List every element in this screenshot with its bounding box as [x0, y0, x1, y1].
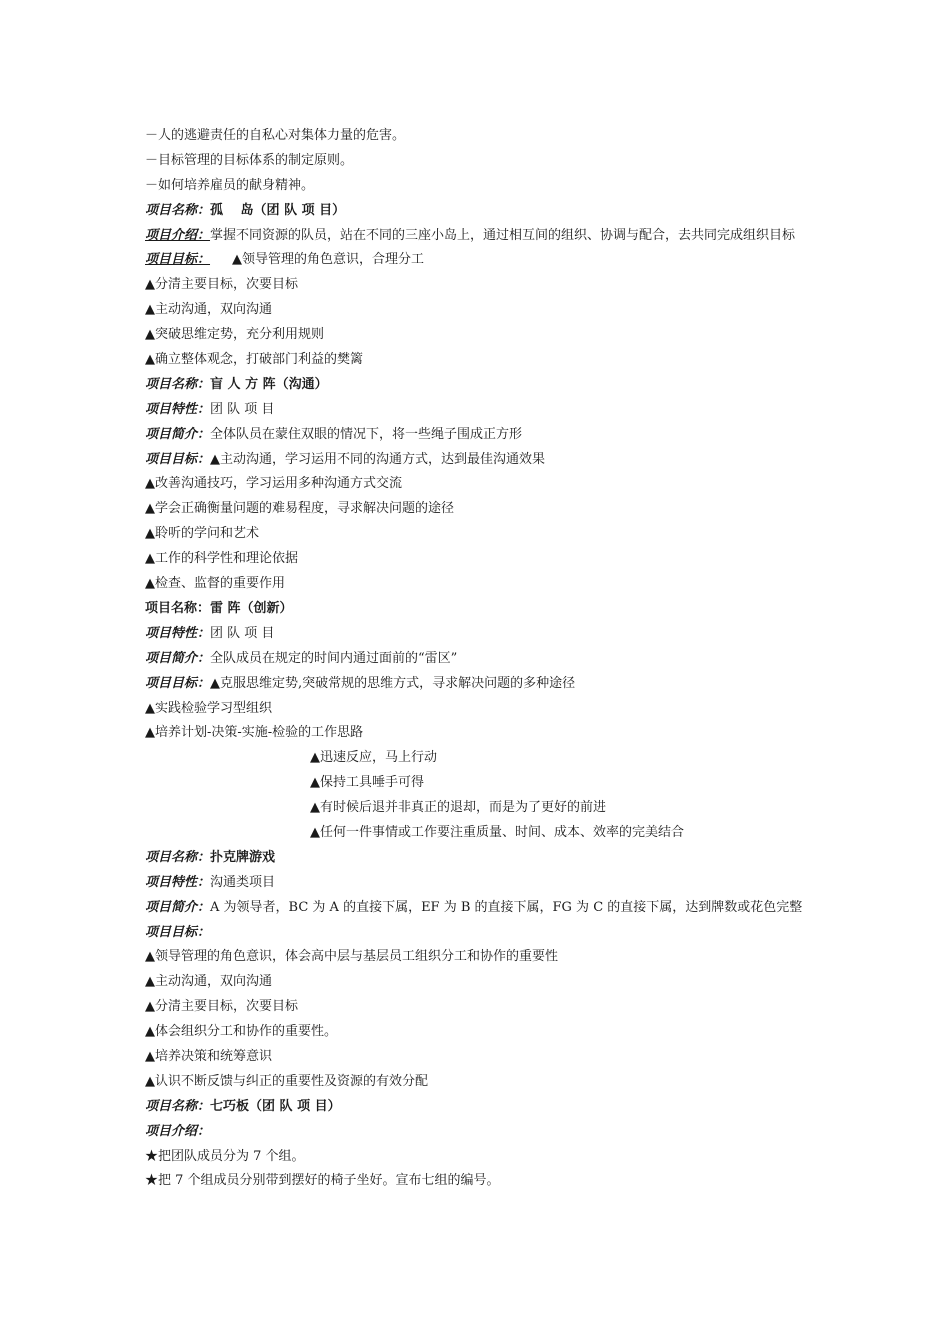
- project-type-line: [145, 398, 825, 423]
- goal-item: ▲改善沟通技巧，学习运用多种沟通方式交流: [145, 476, 402, 492]
- step-item: ★把 7 个组成员分别带到摆好的椅子坐好。宣布七组的编号。: [145, 1173, 500, 1189]
- project-name-line: [145, 373, 825, 398]
- project-name-line: [145, 1095, 825, 1120]
- project-name-line: [145, 199, 825, 224]
- goal-item: ▲认识不断反馈与纠正的重要性及资源的有效分配: [145, 1073, 428, 1089]
- label: 项目介绍：: [145, 227, 211, 243]
- goal-item: ▲培养计划-决策-实施-检验的工作思路: [145, 725, 364, 741]
- label: 项目特性：: [145, 874, 211, 890]
- project-goal-line: [145, 248, 825, 273]
- label: 项目介绍：: [145, 1123, 211, 1139]
- project-name-line: [145, 597, 825, 622]
- label: 项目名称：: [145, 202, 211, 218]
- goal-item: ▲工作的科学性和理论依据: [145, 551, 298, 567]
- intro-text: 全体队员在蒙住双眼的情况下，将一些绳子围成正方形: [210, 426, 523, 442]
- project-goal-line: [145, 921, 825, 946]
- goal-item: ▲主动沟通，双向沟通: [145, 302, 272, 318]
- project-goal-line: [145, 448, 825, 473]
- goal-item-indented: ▲迅速反应，马上行动: [310, 750, 437, 766]
- goal-item: ▲体会组织分工和协作的重要性。: [145, 1024, 337, 1040]
- type-value: 团 队 项 目: [210, 625, 275, 641]
- label: 项目特性：: [145, 401, 211, 417]
- project-intro-line: [145, 896, 825, 921]
- text-line: －如何培养雇员的献身精神。: [145, 177, 315, 193]
- label: 项目简介：: [145, 650, 211, 666]
- label: 项目目标：: [145, 451, 211, 467]
- goal-item: ▲确立整体观念，打破部门利益的樊篱: [145, 352, 363, 368]
- goal-item: ▲分清主要目标，次要目标: [145, 999, 298, 1015]
- goal-item-indented: ▲有时候后退并非真正的退却，而是为了更好的前进: [310, 800, 606, 816]
- project-name: 盲 人 方 阵（沟通）: [210, 376, 328, 392]
- label: 项目名称：: [145, 849, 211, 865]
- label: 项目名称：: [145, 376, 211, 392]
- goal-item: ▲领导管理的角色意识，合理分工: [232, 252, 425, 268]
- project-name: 扑克牌游戏: [210, 849, 276, 865]
- text-line: －目标管理的目标体系的制定原则。: [145, 152, 354, 168]
- project-type-line: [145, 622, 825, 647]
- document-body: [145, 124, 825, 1194]
- goal-item: ▲实践检验学习型组织: [145, 700, 272, 716]
- label: 项目名称：: [145, 600, 211, 616]
- step-item: ★把团队成员分为 7 个组。: [145, 1148, 305, 1164]
- goal-item: ▲培养决策和统筹意识: [145, 1048, 272, 1064]
- goal-item-indented: ▲任何一件事情或工作要注重质量、时间、成本、效率的完美结合: [310, 824, 684, 840]
- type-value: 沟通类项目: [210, 874, 276, 890]
- intro-text: 全队成员在规定的时间内通过面前的“雷区”: [210, 650, 458, 666]
- project-name: 七巧板（团 队 项 目）: [210, 1098, 341, 1114]
- label: 项目简介：: [145, 899, 211, 915]
- goal-item: ▲领导管理的角色意识，体会高中层与基层员工组织分工和协作的重要性: [145, 949, 558, 965]
- intro-text: 掌握不同资源的队员，站在不同的三座小岛上，通过相互间的组织、协调与配合，去共同完成组织目标: [210, 227, 796, 243]
- goal-item: ▲主动沟通，双向沟通: [145, 974, 272, 990]
- label: 项目名称：: [145, 1098, 211, 1114]
- label: 项目简介：: [145, 426, 211, 442]
- project-intro-line: [145, 224, 825, 249]
- goal-item: ▲学会正确衡量问题的难易程度，寻求解决问题的途径: [145, 501, 454, 517]
- goal-item: ▲检查、监督的重要作用: [145, 576, 285, 592]
- project-type-line: [145, 871, 825, 896]
- label: 项目目标：: [145, 924, 211, 940]
- goal-item: ▲突破思维定势，充分利用规则: [145, 327, 324, 343]
- text-line: －人的逃避责任的自私心对集体力量的危害。: [145, 128, 406, 143]
- project-intro-line: [145, 1120, 825, 1145]
- project-goal-line: [145, 672, 825, 697]
- project-name: 雷 阵（创新）: [210, 600, 293, 616]
- project-intro-line: [145, 647, 825, 672]
- intro-text: A 为领导者，BC 为 A 的直接下属，EF 为 B 的直接下属，FG 为 C 的直接下属，达到牌数或花色完整: [210, 899, 803, 915]
- goal-item: ▲分清主要目标，次要目标: [145, 277, 298, 293]
- goal-item: ▲主动沟通，学习运用不同的沟通方式，达到最佳沟通效果: [210, 451, 546, 467]
- goal-item: ▲聆听的学问和艺术: [145, 526, 259, 542]
- label: 项目特性：: [145, 625, 211, 641]
- label: 项目目标：: [145, 675, 211, 691]
- project-name: 孤 岛（团 队 项 目）: [210, 202, 346, 218]
- project-name-line: [145, 846, 825, 871]
- label: 项目目标：: [145, 252, 211, 268]
- project-intro-line: [145, 423, 825, 448]
- goal-item: ▲克服思维定势,突破常规的思维方式，寻求解决问题的多种途径: [210, 675, 576, 691]
- type-value: 团 队 项 目: [210, 401, 275, 417]
- goal-item-indented: ▲保持工具唾手可得: [310, 775, 424, 791]
